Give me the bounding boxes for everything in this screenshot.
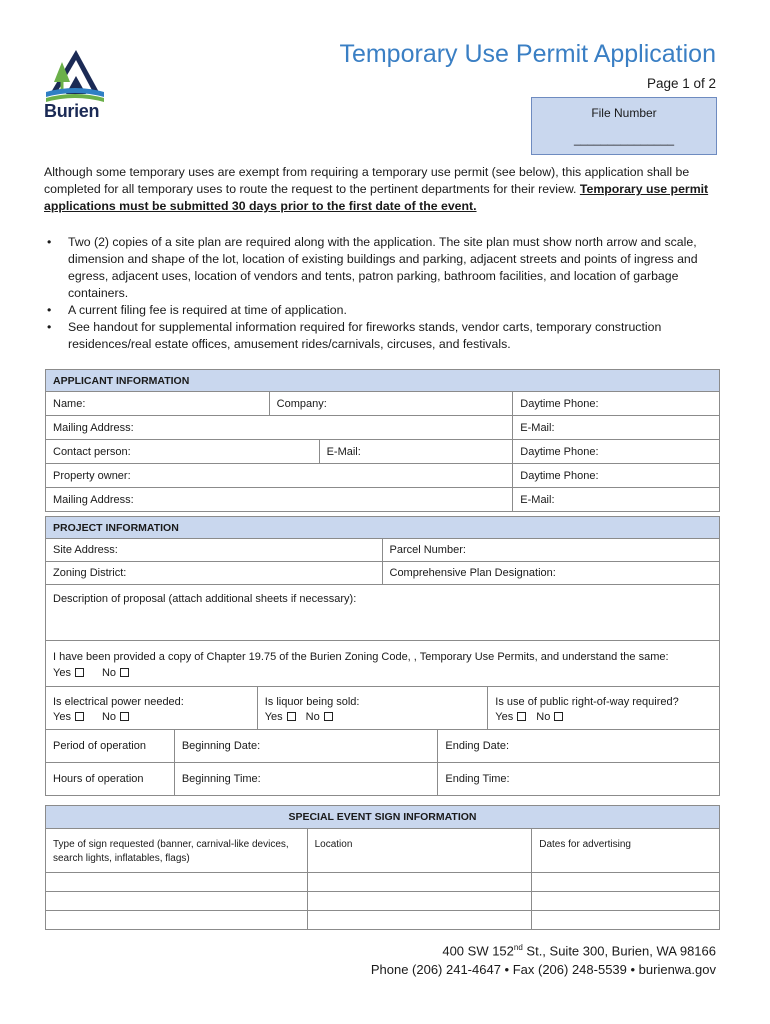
intro-paragraph xyxy=(44,164,724,215)
sign-location-cell[interactable] xyxy=(307,892,532,911)
mailing-address-field[interactable]: Mailing Address: xyxy=(46,416,513,440)
parcel-number-field[interactable]: Parcel Number: xyxy=(382,539,720,562)
requirements-list xyxy=(44,234,724,353)
yes-label: Yes xyxy=(53,711,71,723)
owner-email-field[interactable]: E-Mail: xyxy=(513,488,720,512)
page-title: Temporary Use Permit Application xyxy=(339,40,716,68)
sign-type-cell[interactable] xyxy=(46,892,308,911)
file-number-box[interactable] xyxy=(531,97,717,155)
ending-time-field[interactable]: Ending Time: xyxy=(438,763,720,796)
liquor-question: Is liquor being sold: xyxy=(264,696,360,708)
zoning-district-field[interactable]: Zoning District: xyxy=(46,562,383,585)
list-item: • Two (2) copies of a site plan are required along with the application. The site plan must show north arrow and scale, dimension and shape of the lot, location of existing buildings and parking, adjacent streets and points of ingress and egress, adjacent uses, location of vendors and tents, patron parking, bathroom facilities, and location of garbage containers. xyxy=(44,234,724,302)
table-row xyxy=(46,892,720,911)
owner-mailing-address-field[interactable]: Mailing Address: xyxy=(46,488,513,512)
beginning-time-field[interactable]: Beginning Time: xyxy=(174,763,438,796)
liquor-no-checkbox[interactable] xyxy=(324,712,333,721)
ending-date-field[interactable]: Ending Date: xyxy=(438,730,720,763)
sign-dates-cell[interactable] xyxy=(532,892,720,911)
sign-location-cell[interactable] xyxy=(307,873,532,892)
section-heading-sign: SPECIAL EVENT SIGN INFORMATION xyxy=(46,806,720,829)
page-number: Page 1 of 2 xyxy=(646,76,716,91)
table-row xyxy=(46,911,720,930)
contact-phone-field[interactable]: Daytime Phone: xyxy=(513,440,720,464)
sign-type-cell[interactable] xyxy=(46,911,308,930)
period-label: Period of operation xyxy=(46,730,175,763)
ack-no-checkbox[interactable] xyxy=(120,668,129,677)
daytime-phone-field[interactable]: Daytime Phone: xyxy=(513,392,720,416)
sign-dates-cell[interactable] xyxy=(532,911,720,930)
table-row xyxy=(46,873,720,892)
beginning-date-field[interactable]: Beginning Date: xyxy=(174,730,438,763)
list-item: • See handout for supplemental information required for fireworks stands, vendor carts, temporary construction residences/real estate offices, amusement rides/carnivals, circuses, and festivals. xyxy=(44,319,724,353)
company-field[interactable]: Company: xyxy=(269,392,513,416)
acknowledgement-cell xyxy=(46,641,720,687)
contact-email-field[interactable]: E-Mail: xyxy=(319,440,513,464)
section-heading-project: PROJECT INFORMATION xyxy=(46,517,720,539)
address-city: St., Suite 300, Burien, WA 98166 xyxy=(522,943,716,959)
row-no-checkbox[interactable] xyxy=(554,712,563,721)
ack-yes-checkbox[interactable] xyxy=(75,668,84,677)
footer-contact: Phone (206) 241-4647 • Fax (206) 248-5539 • burienwa.gov xyxy=(370,962,716,978)
property-owner-field[interactable]: Property owner: xyxy=(46,464,513,488)
file-number-label: File Number xyxy=(591,106,657,120)
file-number-line: _______________ xyxy=(573,132,675,146)
sign-location-header: Location xyxy=(307,829,532,873)
electrical-no-checkbox[interactable] xyxy=(120,712,129,721)
sign-type-header: Type of sign requested (banner, carnival-like devices, search lights, inflatables, flags) xyxy=(46,829,308,873)
electrical-question: Is electrical power needed: xyxy=(53,696,184,708)
no-label: No xyxy=(101,711,117,723)
site-address-field[interactable]: Site Address: xyxy=(46,539,383,562)
intro-emphasis: Temporary use permit applications must be submitted 30 days prior to the first date of the event. xyxy=(44,182,709,213)
list-item: • A current filing fee is required at time of application. xyxy=(44,302,724,319)
yes-label: Yes xyxy=(495,711,514,723)
sign-dates-header: Dates for advertising xyxy=(532,829,720,873)
owner-phone-field[interactable]: Daytime Phone: xyxy=(513,464,720,488)
footer xyxy=(371,938,716,979)
description-field[interactable]: Description of proposal (attach additional sheets if necessary): xyxy=(46,585,720,641)
sign-dates-cell[interactable] xyxy=(532,873,720,892)
sign-type-cell[interactable] xyxy=(46,873,308,892)
email-field[interactable]: E-Mail: xyxy=(513,416,720,440)
project-information-table xyxy=(45,516,720,796)
liquor-yes-checkbox[interactable] xyxy=(287,712,296,721)
address-suffix: nd xyxy=(513,943,523,952)
row-yes-checkbox[interactable] xyxy=(517,712,526,721)
no-label: No xyxy=(305,711,320,723)
contact-person-field[interactable]: Contact person: xyxy=(46,440,320,464)
yes-label: Yes xyxy=(264,711,283,723)
liquor-cell xyxy=(257,687,488,730)
acknowledgement-text: I have been provided a copy of Chapter 19.75 of the Burien Zoning Code, , Temporary Use Permits, and understand the same: xyxy=(53,651,669,663)
sign-information-table xyxy=(45,805,720,930)
applicant-information-table xyxy=(45,369,720,512)
footer-address xyxy=(371,938,716,960)
electrical-yes-checkbox[interactable] xyxy=(75,712,84,721)
address-street: 400 SW 152 xyxy=(442,943,514,959)
hours-label: Hours of operation xyxy=(46,763,175,796)
no-label: No xyxy=(536,711,551,723)
comp-plan-field[interactable]: Comprehensive Plan Designation: xyxy=(382,562,720,585)
section-heading-applicant: APPLICANT INFORMATION xyxy=(46,370,720,392)
name-field[interactable]: Name: xyxy=(46,392,270,416)
intro-text: Although some temporary uses are exempt from requiring a temporary use permit (see below), this application shall be completed for all temporary uses to route the request to the pertinent departments for their review. xyxy=(44,165,690,196)
right-of-way-question: Is use of public right-of-way required? xyxy=(495,696,679,708)
brand-name: Burien xyxy=(44,101,100,121)
sign-location-cell[interactable] xyxy=(307,911,532,930)
no-label: No xyxy=(101,667,117,679)
electrical-cell xyxy=(46,687,258,730)
right-of-way-cell xyxy=(488,687,720,730)
yes-label: Yes xyxy=(53,667,71,679)
